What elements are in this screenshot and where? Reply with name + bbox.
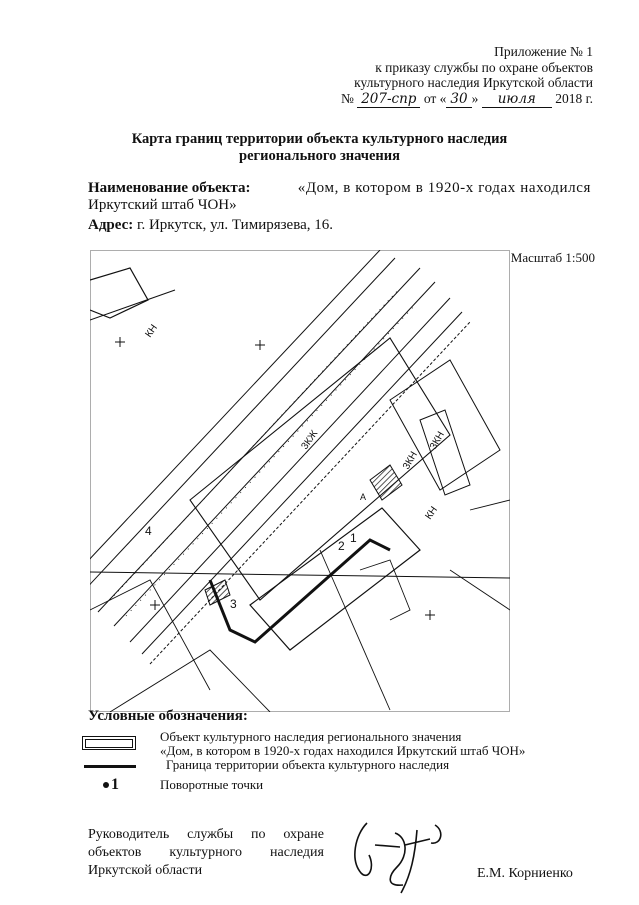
turn-point-4: 4 bbox=[145, 524, 152, 538]
survey-line bbox=[90, 572, 510, 578]
order-number: 207-спр bbox=[357, 91, 420, 108]
appendix-line2: к приказу службы по охране объектов bbox=[375, 59, 593, 75]
title-line2: регионального значения bbox=[239, 148, 400, 164]
appendix-order-line bbox=[341, 91, 593, 108]
object-name-block bbox=[88, 180, 591, 214]
legend-item-points: Поворотные точки bbox=[160, 777, 264, 792]
title-line1: Карта границ территории объекта культурного наследия bbox=[131, 131, 508, 147]
turn-point-3: 3 bbox=[230, 597, 237, 611]
label-kn-1: КН bbox=[143, 322, 160, 340]
object-name-part2: Иркутский штаб ЧОН» bbox=[88, 197, 237, 213]
label-3kn-1: 3КН bbox=[428, 429, 447, 452]
page-title bbox=[0, 131, 639, 165]
legend-point-symbol bbox=[103, 776, 119, 794]
position-word: объектов bbox=[88, 845, 142, 860]
position-word: наследия bbox=[269, 845, 324, 860]
label-a: А bbox=[360, 492, 367, 502]
signatory-name: Е.М. Корниенко bbox=[477, 866, 573, 881]
position-word: Руководитель bbox=[88, 827, 170, 842]
hatched-object bbox=[370, 465, 402, 500]
label-kn-2: КН bbox=[423, 504, 440, 522]
appendix-line3: культурного наследия Иркутской области bbox=[354, 75, 593, 90]
turn-point-1: 1 bbox=[350, 531, 357, 545]
appendix-line1: Приложение № 1 bbox=[494, 44, 593, 59]
date-mid: » bbox=[471, 90, 479, 106]
position-word: охране bbox=[283, 827, 324, 842]
label-3kn-2: 3КН bbox=[401, 449, 420, 472]
position-line1 bbox=[88, 826, 324, 844]
label-3kzh: 3КЖ bbox=[299, 428, 321, 452]
legend-item-object-l1: Объект культурного наследия регионального значения bbox=[160, 729, 462, 744]
legend-item-object bbox=[160, 730, 525, 758]
turn-point-2: 2 bbox=[338, 539, 345, 553]
address-label: Адрес: bbox=[88, 217, 134, 233]
number-sign: № bbox=[340, 90, 354, 106]
lower-parcels bbox=[90, 500, 510, 712]
position-word: по bbox=[251, 827, 266, 842]
date-month: июля bbox=[482, 91, 552, 108]
handwritten-signature bbox=[345, 815, 465, 895]
building-right-1 bbox=[390, 360, 500, 490]
legend-title: Условные обозначения: bbox=[88, 708, 248, 724]
legend-boundary-symbol bbox=[84, 765, 136, 768]
point-dot-icon bbox=[103, 782, 109, 788]
address-line bbox=[88, 217, 333, 234]
address-value: г. Иркутск, ул. Тимирязева, 16. bbox=[137, 217, 334, 233]
legend-object-symbol bbox=[82, 736, 136, 750]
building-right-2 bbox=[420, 410, 470, 495]
object-label: Наименование объекта: bbox=[88, 180, 251, 196]
position-word: культурного bbox=[169, 845, 243, 860]
building-upper-left bbox=[90, 268, 148, 318]
map-scale: Масштаб 1:500 bbox=[510, 250, 595, 265]
territory-boundary bbox=[210, 540, 390, 642]
position-line3: Иркутской области bbox=[88, 863, 203, 878]
date-day: 30 bbox=[446, 91, 471, 108]
appendix-header bbox=[341, 44, 593, 107]
legend-item-boundary: Граница территории объекта культурного наследия bbox=[166, 757, 450, 772]
cadastral-map bbox=[90, 250, 510, 712]
object-name-line1 bbox=[88, 180, 591, 197]
date-from: от « bbox=[423, 90, 447, 106]
position-line2 bbox=[88, 844, 324, 862]
object-name-part1: «Дом, в котором в 1920-х годах находился bbox=[297, 180, 591, 196]
map-drawing bbox=[90, 250, 510, 712]
legend-point-marker: 1 bbox=[111, 776, 119, 793]
signatory-position bbox=[88, 826, 324, 880]
legend-item-object-l2: «Дом, в котором в 1920-х годах находился Иркутский штаб ЧОН» bbox=[160, 743, 526, 758]
position-word: службы bbox=[187, 827, 234, 842]
date-year: 2018 г. bbox=[555, 90, 593, 106]
main-parcel bbox=[250, 508, 420, 650]
